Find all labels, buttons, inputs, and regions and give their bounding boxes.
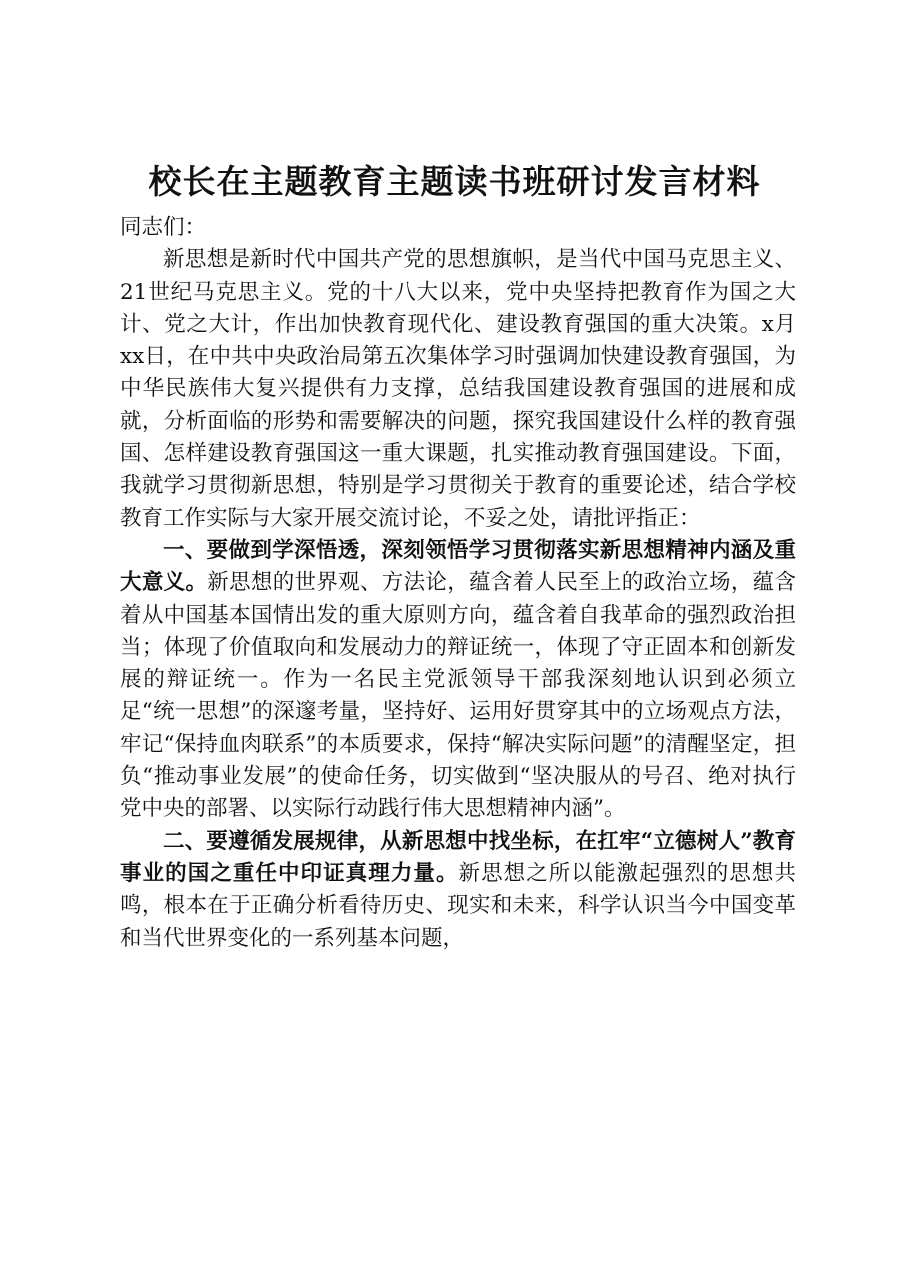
salutation: 同志们：: [120, 215, 207, 240]
paragraph-section-1: [120, 535, 796, 826]
paragraph-text: 新思想之所以能激起强烈的思想共鸣，根本在于正确分析看待历史、现实和未来，科学认识当今中国变革和当代世界变化的一系列基本问题，: [120, 860, 796, 951]
paragraph-intro: [120, 244, 796, 535]
paragraph-text: 新思想是新时代中国共产党的思想旗帜，是当代中国马克思主义、21世纪马克思主义。党的十八大以来，党中央坚持把教育作为国之大计、党之大计，作出加快教育现代化、建设教育强国的重大决策。x月xx日，在中共中央政治局第五次集体学习时强调加快建设教育强国，为中华民族伟大复兴提供有力支撑，总结我国建设教育强国的进展和成就，分析面临的形势和需要解决的问题，探究我国建设什么样的教育强国、怎样建设教育强国这一重大课题，扎实推动教育强国建设。下面，我就学习贯彻新思想，特别是学习贯彻关于教育的重要论述，结合学校教育工作实际与大家开展交流讨论，不妥之处，请批评指正：: [120, 247, 796, 531]
document-title: 校长在主题教育主题读书班研讨发言材料: [148, 162, 761, 201]
section-heading: 二、要遵循发展规律，从新思想中找坐标，在扛牢“立德树人”教育事业的国之重任中印证真理力量。: [120, 828, 796, 886]
document-body: [120, 212, 796, 955]
paragraph-text: 新思想的世界观、方法论，蕴含着人民至上的政治立场，蕴含着从中国基本国情出发的重大原则方向，蕴含着自我革命的强烈政治担当；体现了价值取向和发展动力的辩证统一，体现了守正固本和创新发展的辩证统一。作为一名民主党派领导干部我深刻地认识到必须立足“统一思想”的深邃考量，坚持好、运用好贯穿其中的立场观点方法，牢记“保持血肉联系”的本质要求，保持“解决实际问题”的清醒坚定，担负“推动事业发展”的使命任务，切实做到“坚决服从的号召、绝对执行党中央的部署、以实际行动践行伟大思想精神内涵”。: [120, 570, 796, 822]
paragraph-section-2: [120, 826, 796, 955]
section-heading: 一、要做到学深悟透，深刻领悟学习贯彻落实新思想精神内涵及重大意义。: [120, 537, 796, 596]
